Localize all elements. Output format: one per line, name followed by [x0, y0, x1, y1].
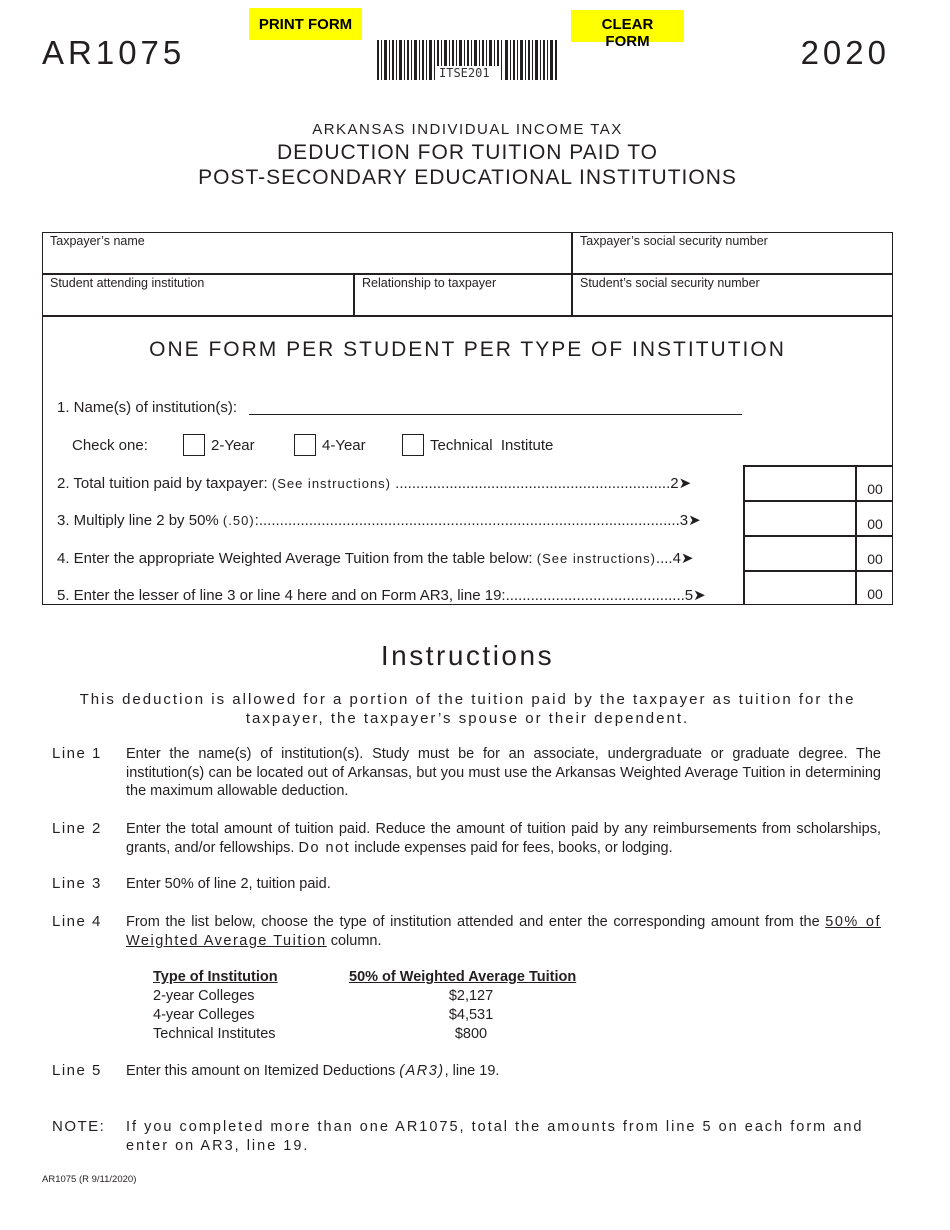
barcode-text: ITSE201 [439, 66, 490, 80]
divider [353, 273, 355, 316]
arrow-icon: ➤ [693, 587, 706, 604]
arrow-icon: ➤ [678, 475, 692, 492]
line3-amount-input[interactable] [746, 502, 854, 534]
checkbox-2-year[interactable] [183, 434, 205, 456]
tuition-table [153, 968, 613, 1046]
note-text: If you completed more than one AR1075, total the amounts from line 5 on each form and enter on AR3, line 19. [126, 1119, 864, 1154]
table-row-type: 4-year Colleges [153, 1007, 255, 1023]
instr-line5-text [126, 1062, 881, 1081]
divider [42, 315, 893, 317]
instr-line4-text [126, 913, 881, 950]
table-row-amount: $800 [454, 1026, 488, 1042]
tax-year: 2020 [800, 34, 890, 71]
divider [42, 273, 893, 275]
checkbox-4-year-label: 4-Year [322, 437, 366, 454]
instr-line2-c: include expenses paid for fees, books, or lodging. [350, 839, 673, 856]
checkbox-technical-institute[interactable] [402, 434, 424, 456]
instr-line5-label: Line 5 [52, 1062, 102, 1079]
line3-cents: 00 [867, 516, 883, 532]
line3-text: 3. Multiply line 2 by 50% [57, 512, 223, 529]
checkbox-4-year[interactable] [294, 434, 316, 456]
line5-amount-input[interactable] [746, 572, 854, 604]
line4-note: (See instructions) [536, 551, 656, 566]
instr-line4-b: 50% of Weighted Average Tuition [126, 914, 881, 949]
arrow-icon: ➤ [688, 512, 701, 529]
instr-line2-label: Line 2 [52, 820, 102, 837]
checkbox-2-year-label: 2-Year [211, 437, 255, 454]
line5-leader: ...........................................5 [505, 587, 694, 604]
clear-form-button[interactable]: CLEAR FORM [571, 10, 684, 42]
title-line-2: DEDUCTION FOR TUITION PAID TO [277, 141, 658, 164]
check-one-label: Check one: [72, 437, 148, 454]
line5-cents: 00 [867, 586, 883, 602]
barcode [377, 40, 559, 82]
instr-line4-c: column. [326, 932, 382, 949]
divider [571, 232, 573, 316]
instr-line4-a: From the list below, choose the type of institution attended and enter the corresponding amount from the [126, 914, 826, 930]
instr-line3-text: Enter 50% of line 2, tuition paid. [126, 876, 331, 892]
instr-line5-b: (AR3) [399, 1063, 445, 1079]
instructions-intro: This deduction is allowed for a portion of the tuition paid by the taxpayer as tuition for the taxpayer, the taxpayer’s spouse or their dependent. [79, 691, 856, 727]
line5-label [57, 586, 706, 604]
line2-label [57, 474, 691, 492]
line2-text: 2. Total tuition paid by taxpayer: [57, 475, 272, 492]
line3-note: (.50) [222, 513, 255, 528]
table-header-amount: 50% of Weighted Average Tuition [349, 969, 577, 985]
line4-text: 4. Enter the appropriate Weighted Average Tuition from the table below: [57, 550, 537, 567]
table-header-type: Type of Institution [153, 969, 278, 985]
instr-line4-label: Line 4 [52, 913, 102, 930]
taxpayer-ssn-field[interactable]: Taxpayer’s social security number [580, 234, 768, 248]
student-ssn-field[interactable]: Student’s social security number [580, 276, 760, 290]
line4-cents: 00 [867, 551, 883, 567]
instr-line2-b: Do not [298, 839, 351, 856]
instr-line1-text: Enter the name(s) of institution(s). Study must be for an associate, undergraduate or graduate degree. The institution(s) can be located out of Arkansas, but you must use the Arkansas Weighted Average Tuition in determining the maximum allowable deduction. [126, 746, 881, 799]
line5-text: 5. Enter the lesser of line 3 or line 4 here and on Form AR3, line 19: [57, 587, 506, 604]
line3-leader: :.....................................................................................................3 [254, 512, 689, 529]
line4-amount-input[interactable] [746, 537, 854, 569]
table-row-type: 2-year Colleges [153, 988, 255, 1004]
table-row-type: Technical Institutes [153, 1026, 276, 1042]
instr-line2-text [126, 820, 881, 857]
line2-cents: 00 [867, 481, 883, 497]
form-code: AR1075 [42, 34, 186, 71]
arrow-icon: ➤ [680, 550, 694, 567]
instr-line1-label: Line 1 [52, 745, 102, 762]
line2-note: (See instructions) [271, 476, 392, 491]
title-line-3: POST-SECONDARY EDUCATIONAL INSTITUTIONS [198, 166, 737, 189]
instructions-title: Instructions [380, 640, 555, 671]
form-revision: AR1075 (R 9/11/2020) [42, 1174, 137, 1185]
line4-leader: ....4 [655, 550, 681, 567]
instr-line3-label: Line 3 [52, 875, 102, 892]
note-label: NOTE: [52, 1118, 106, 1135]
student-name-field[interactable]: Student attending institution [50, 276, 205, 290]
relationship-field[interactable]: Relationship to taxpayer [362, 276, 497, 290]
title-line-1: ARKANSAS INDIVIDUAL INCOME TAX [312, 121, 623, 138]
line2-leader: ..................................................................2 [391, 475, 679, 492]
print-form-button[interactable]: PRINT FORM [249, 8, 362, 40]
taxpayer-name-field[interactable]: Taxpayer’s name [50, 234, 145, 248]
line4-label [57, 549, 694, 567]
line3-label [57, 511, 701, 529]
instr-line5-a: Enter this amount on Itemized Deductions [126, 1063, 400, 1079]
instr-line5-c: , line 19. [444, 1063, 500, 1079]
table-row-amount: $2,127 [448, 988, 494, 1004]
line2-amount-input[interactable] [746, 467, 854, 499]
checkbox-technical-institute-label: Technical Institute [430, 437, 554, 454]
line1-label: 1. Name(s) of institution(s): [57, 399, 238, 416]
instr-line2-a: Enter the total amount of tuition paid. Reduce the amount of tuition paid by any reimbursements from scholarships, grants, and/or fellowships. [126, 821, 881, 856]
table-row-amount: $4,531 [448, 1007, 494, 1023]
institution-name-input[interactable] [249, 414, 742, 415]
form-banner: ONE FORM PER STUDENT PER TYPE OF INSTITUTION [149, 338, 786, 361]
